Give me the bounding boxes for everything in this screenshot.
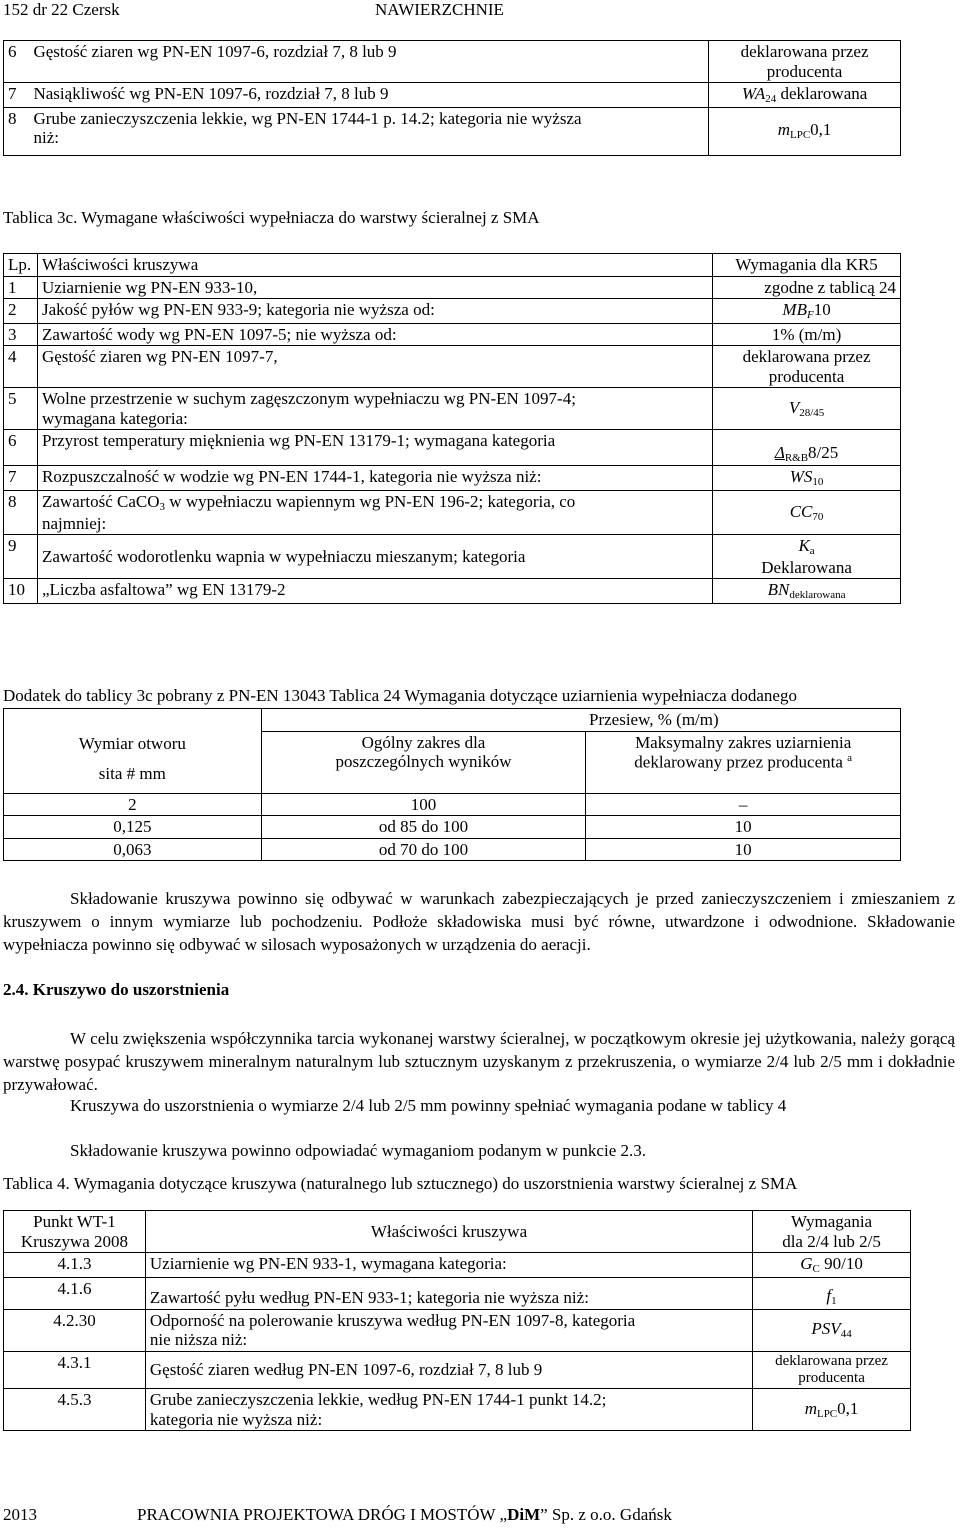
table-24: [3, 708, 901, 861]
paragraph-roughening-2: Kruszywa do uszorstnienia o wymiarze 2/4 lub 2/5 mm powinny spełniać wymagania podane w tablicy 4: [70, 1096, 787, 1115]
footer-company: PRACOWNIA PROJEKTOWA DRÓG I MOSTÓW „DiM” Sp. z o.o. Gdańsk: [137, 1505, 672, 1524]
table-row: 4 Gęstość ziaren wg PN-EN 1097-7, deklarowana przez producenta: [4, 346, 901, 388]
table-row: 0,063 od 70 do 100 10: [4, 838, 901, 861]
table-row: 9 Zawartość wodorotlenku wapnia w wypełniaczu mieszanym; kategoria $K_a$ Deklarowana: [4, 535, 901, 579]
table-3c: [3, 253, 901, 604]
table-continued: [3, 40, 901, 156]
table-header-row: Ogólny zakres dla poszczególnych wyników Maksymalny zakres uziarnienia deklarowany przez producenta $^a$: [4, 731, 901, 793]
table-row: 4.1.6 Zawartość pyłu według PN-EN 933-1; kategoria nie wyższa niż: $f_1$: [4, 1277, 911, 1309]
table-row: 2 100 –: [4, 793, 901, 816]
table-row: 5 Wolne przestrzenie w suchym zagęszczonym wypełniaczu wg PN-EN 1097-4; wymagana kategoria: $V_{28/45}$: [4, 388, 901, 430]
table-row: 0,125 od 85 do 100 10: [4, 816, 901, 839]
addendum-title: Dodatek do tablicy 3c pobrany z PN-EN 13043 Tablica 24 Wymagania dotyczące uziarnienia wypełniacza dodanego: [3, 686, 797, 705]
table-row: 8 Grube zanieczyszczenia lekkie, wg PN-EN 1744-1 p. 14.2; kategoria nie wyższa niż: $m_{LPC}0,1$: [4, 107, 901, 155]
table-header-row: Lp. Właściwości kruszywa Wymagania dla KR5: [4, 254, 901, 277]
header-title: NAWIERZCHNIE: [375, 0, 504, 19]
table-row: 4.2.30 Odporność na polerowanie kruszywa według PN-EN 1097-8, kategoria nie niższa niż: $PSV_{44}$: [4, 1309, 911, 1351]
table-row: 10 „Liczba asfaltowa” wg EN 13179-2 $BN_{deklarowana}$: [4, 579, 901, 604]
table-row: 4.5.3 Grube zanieczyszczenia lekkie, według PN-EN 1744-1 punkt 14.2; kategoria nie wyższa niż: $m_{LPC}0,1$: [4, 1389, 911, 1431]
table-row: 6 Przyrost temperatury mięknienia wg PN-EN 13179-1; wymagana kategoria $\Delta_{R\&B}8/25$: [4, 430, 901, 466]
table-row: 7 Rozpuszczalność w wodzie wg PN-EN 1744-1, kategoria nie wyższa niż: $WS_{10}$: [4, 466, 901, 491]
table-row: 7 Nasiąkliwość wg PN-EN 1097-6, rozdział 7, 8 lub 9 $WA_{24}$ deklarowana: [4, 83, 901, 108]
section-heading: 2.4. Kruszywo do uszorstnienia: [3, 980, 230, 999]
table-header-row: Wymiar otworu sita # mm Przesiew, % (m/m): [4, 709, 901, 732]
table-row: 4.3.1 Gęstość ziaren według PN-EN 1097-6, rozdział 7, 8 lub 9 deklarowana przez producenta: [4, 1351, 911, 1389]
table-row: 8 Zawartość CaCO$_3$ w wypełniaczu wapiennym wg PN-EN 196-2; kategoria, co najmniej: $CC_{70}$: [4, 491, 901, 535]
table-row: 2 Jakość pyłów wg PN-EN 933-9; kategoria nie wyższa od: $MB_F10$: [4, 299, 901, 324]
footer-year: 2013: [3, 1505, 37, 1524]
paragraph-storage: Składowanie kruszywa powinno się odbywać w warunkach zabezpieczających je przed zanieczyszczeniem i zmieszaniem z kruszywem o innym wymiarze lub pochodzeniu. Podłoże składowiska musi być równe, utwardzone i odwodnione. Składowanie wypełniacza powinno się odbywać w silosach wyposażonych w urządzenia do aeracji.: [3, 889, 955, 954]
table-4: [3, 1210, 911, 1431]
table-header-row: Punkt WT-1 Kruszywa 2008 Właściwości kruszywa Wymagania dla 2/4 lub 2/5: [4, 1211, 911, 1253]
table-row: 6 Gęstość ziaren wg PN-EN 1097-6, rozdział 7, 8 lub 9 deklarowana przez producenta: [4, 41, 901, 83]
caption-table-4: Tablica 4. Wymagania dotyczące kruszywa (naturalnego lub sztucznego) do uszorstnienia warstwy ścieralnej z SMA: [3, 1174, 798, 1193]
table-row: 4.1.3 Uziarnienie wg PN-EN 933-1, wymagana kategoria: $G_C$ 90/10: [4, 1253, 911, 1278]
header-left: 152 dr 22 Czersk: [3, 0, 120, 19]
table-row: 3 Zawartość wody wg PN-EN 1097-5; nie wyższa od: 1% (m/m): [4, 323, 901, 346]
table-row: 1 Uziarnienie wg PN-EN 933-10, zgodne z tablicą 24: [4, 276, 901, 299]
paragraph-roughening: W celu zwiększenia współczynnika tarcia wykonanej warstwy ścieralnej, w początkowym okresie jej użytkowania, należy gorącą warstwę posypać kruszywem mineralnym naturalnym lub sztucznym uzyskanym z przekruszenia, o wymiarze 2/4 lub 2/5 mm i dokładnie przywałować.: [3, 1029, 955, 1094]
caption-table-3c: Tablica 3c. Wymagane właściwości wypełniacza do warstwy ścieralnej z SMA: [3, 208, 540, 227]
paragraph-storage-2: Składowanie kruszywa powinno odpowiadać wymaganiom podanym w punkcie 2.3.: [70, 1141, 646, 1160]
